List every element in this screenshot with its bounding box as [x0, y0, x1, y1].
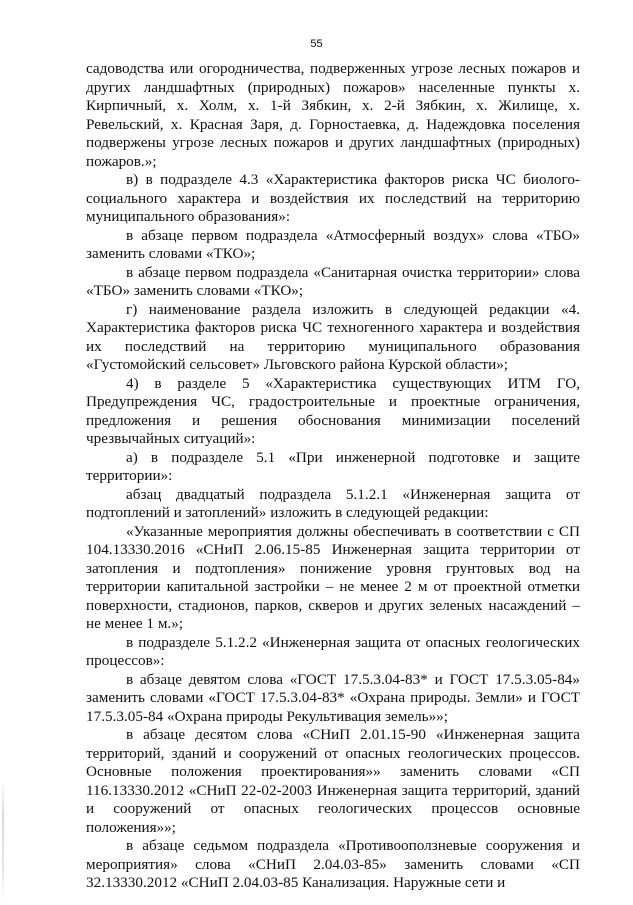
paragraph-atmospheric-air: в абзаце первом подраздела «Атмосферный воздух» слова «ТБО» заменить словами «ТКО»; [86, 226, 580, 262]
paragraph-quoted-measures: «Указанные мероприятия должны обеспечивать в соответствии с СП 104.13330.2016 «СНиП 2.06.15-85 Инженерная защита территории от затопления и подтопления» понижение уровня грунтовых вод на территории капитальной застройки – не менее 2 м от проектной отметки поверхности, стадионов, парков, скверов и других зеленых насаждений – не менее 1 м.»; [86, 522, 580, 632]
page-number: 55 [310, 38, 323, 50]
document-body [86, 60, 580, 893]
paragraph-section-5: 4) в разделе 5 «Характеристика существующих ИТМ ГО, Предупреждения ЧС, градостроительные и проектные ограничения, предложения и решения обоснования минимизации поселений чрезвычайных ситуаций»: [86, 374, 580, 447]
paragraph-ninth-abzac: в абзаце девятом слова «ГОСТ 17.5.3.04-83* и ГОСТ 17.5.3.05-84» заменить словами «ГОСТ 17.5.3.04-83* «Охрана природы. Земли» и ГОСТ 17.5.3.05-84 «Охрана природы Рекультивация земель»»; [86, 670, 580, 725]
paragraph-5-1-2-2: в подразделе 5.1.2.2 «Инженерная защита от опасных геологических процессов»: [86, 633, 580, 669]
paragraph-subsection-4-3: в) в подразделе 4.3 «Характеристика факторов риска ЧС биолого-социального характера и воздействия их последствий на территорию муниципального образования»: [86, 171, 580, 225]
paragraph-subsection-5-1: а) в подразделе 5.1 «При инженерной подготовке и защите территории»: [86, 448, 580, 484]
paragraph-sanitary-cleaning: в абзаце первом подраздела «Санитарная очистка территории» слова «ТБО» заменить словами «ТКО»; [86, 263, 580, 299]
paragraph-5-1-2-1: абзац двадцатый подраздела 5.1.2.1 «Инженерная защита от подтоплений и затоплений» изложить в следующей редакции: [86, 485, 580, 521]
paragraph-tenth-abzac: в абзаце десятом слова «СНиП 2.01.15-90 «Инженерная защита территорий, зданий и сооружений от опасных геологических процессов. Основные положения проектирования»» заменить словами «СП 116.13330.2012 «СНиП 22-02-2003 Инженерная защита территорий, зданий и сооружений от опасных геологических процессов основные положения»»; [86, 726, 580, 836]
paragraph-seventh-abzac: в абзаце седьмом подраздела «Противооползневые сооружения и мероприятия» слова «СНиП 2.04.03-85» заменить словами «СП 32.13330.2012 «СНиП 2.04.03-85 Канализация. Наружные сети и [86, 837, 580, 891]
paragraph-section-title-change: г) наименование раздела изложить в следующей редакции «4. Характеристика факторов риска ЧС техногенного характера и воздействия их последствий на территорию муниципального образования «Густомойский сельсовет» Льговского района Курской области»; [86, 300, 580, 373]
paragraph-continuation: садоводства или огородничества, подверженных угрозе лесных пожаров и других ландшафтных (природных) пожаров» населенные пункты х. Кирпичный, х. Холм, х. 1-й Зябкин, х. 2-й Зябкин, х. Жилище, х. Ревельский, х. Красная Заря, д. Горностаевка, д. Надеждовка поселения подвержены угрозе лесных пожаров и других ландшафтных (природных) пожаров.»; [86, 60, 580, 170]
scan-edge-mark [2, 780, 4, 905]
